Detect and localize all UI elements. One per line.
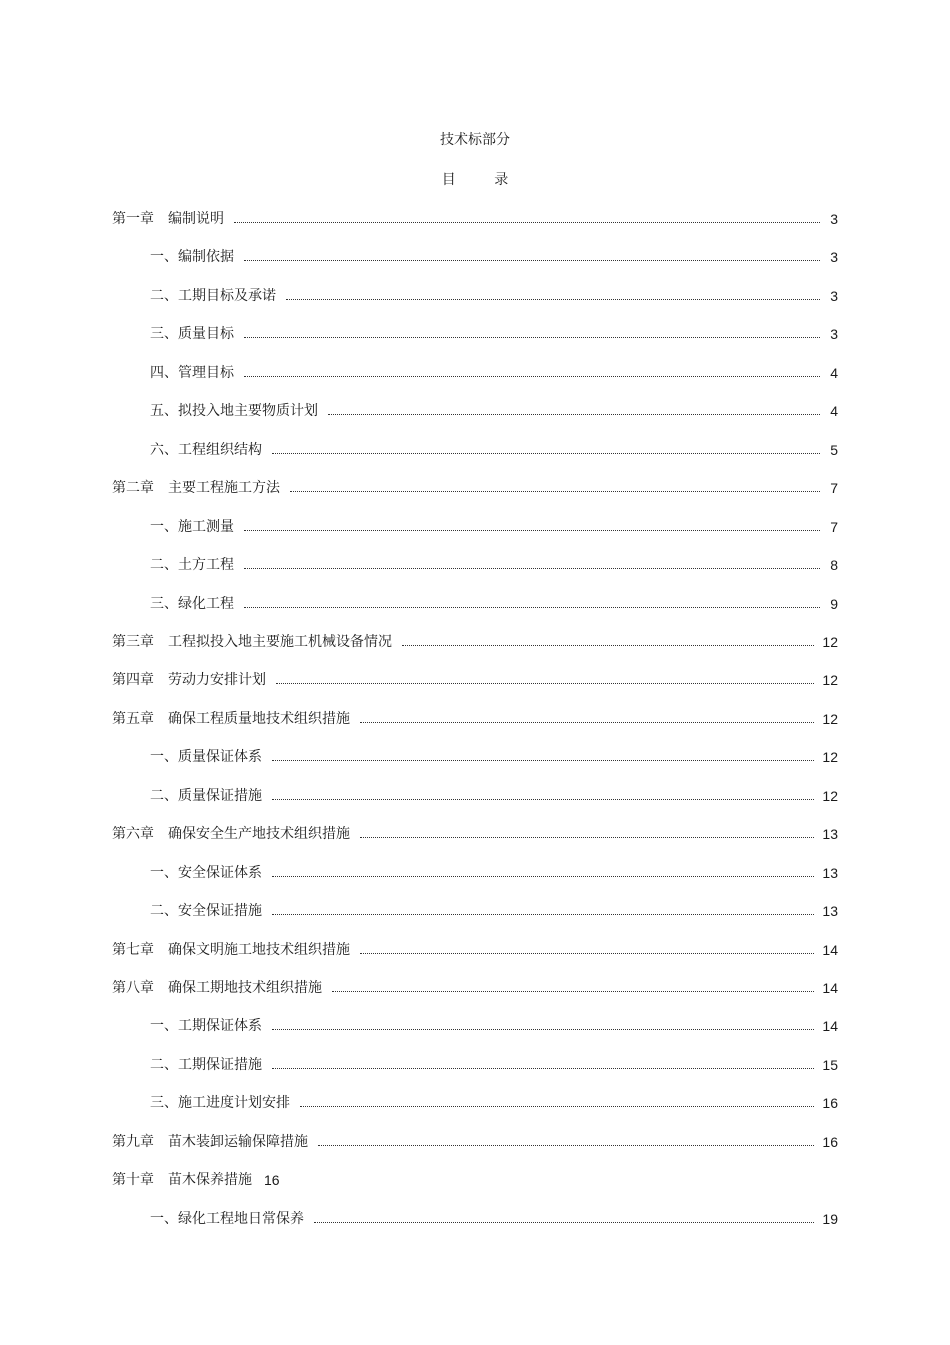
toc-page-number: 15 bbox=[822, 1057, 838, 1073]
toc-entry[interactable] bbox=[150, 439, 838, 459]
toc-page-number: 3 bbox=[830, 288, 838, 304]
toc-dot-leader bbox=[272, 876, 814, 877]
toc-entry-number: 二、 bbox=[150, 903, 178, 919]
toc-dot-leader bbox=[360, 722, 814, 723]
toc-entry-title: 编制依据 bbox=[178, 249, 234, 265]
toc-entry[interactable] bbox=[150, 554, 838, 574]
toc-entry-title: 质量目标 bbox=[178, 326, 234, 342]
toc-page-number: 4 bbox=[830, 403, 838, 419]
toc-page-number: 14 bbox=[822, 942, 838, 958]
toc-dot-leader bbox=[318, 1145, 814, 1146]
toc-entry[interactable] bbox=[150, 285, 838, 305]
toc-entry-label bbox=[112, 479, 280, 497]
toc-dot-leader bbox=[328, 414, 820, 415]
toc-entry-label bbox=[150, 864, 262, 882]
toc-entry-title: 施工测量 bbox=[178, 519, 234, 535]
toc-entry-title: 确保工程质量地技术组织措施 bbox=[168, 711, 350, 727]
toc-entry-label bbox=[112, 1133, 308, 1151]
toc-page-number: 16 bbox=[822, 1134, 838, 1150]
toc-dot-leader bbox=[314, 1222, 814, 1223]
toc-page-number: 19 bbox=[822, 1211, 838, 1227]
toc-entry-number: 一、 bbox=[150, 749, 178, 765]
toc-dot-leader bbox=[272, 1029, 814, 1030]
toc-entry-title: 绿化工程地日常保养 bbox=[178, 1211, 304, 1227]
toc-entry-number: 三、 bbox=[150, 326, 178, 342]
toc-entry-label bbox=[112, 633, 392, 651]
toc-entry-number: 二、 bbox=[150, 1057, 178, 1073]
toc-page-number: 12 bbox=[822, 634, 838, 650]
toc-page-number: 9 bbox=[830, 596, 838, 612]
toc-entry-label bbox=[150, 1056, 262, 1074]
toc-page-number: 3 bbox=[830, 211, 838, 227]
toc-entry-label bbox=[150, 402, 318, 420]
toc-entry[interactable] bbox=[150, 246, 838, 266]
toc-entry[interactable] bbox=[150, 400, 838, 420]
toc-entry[interactable] bbox=[150, 900, 838, 920]
toc-entry-label bbox=[150, 556, 234, 574]
toc-entry[interactable] bbox=[112, 477, 838, 497]
toc-dot-leader bbox=[244, 607, 820, 608]
toc-entry-number: 二、 bbox=[150, 288, 178, 304]
toc-entry-label bbox=[150, 787, 262, 805]
toc-entry-number: 第八章 bbox=[112, 980, 154, 996]
toc-page-number: 7 bbox=[830, 480, 838, 496]
toc-entry[interactable] bbox=[112, 208, 838, 228]
toc-entry[interactable] bbox=[112, 823, 838, 843]
toc-entry-number: 第三章 bbox=[112, 634, 154, 650]
toc-dot-leader bbox=[244, 568, 820, 569]
toc-entry-title: 安全保证体系 bbox=[178, 865, 262, 881]
toc-page-number: 12 bbox=[822, 711, 838, 727]
toc-entry-label bbox=[150, 1017, 262, 1035]
toc-entry-label bbox=[150, 1210, 304, 1228]
toc-entry[interactable] bbox=[150, 785, 838, 805]
toc-entry[interactable] bbox=[112, 708, 838, 728]
toc-entry[interactable] bbox=[112, 631, 838, 651]
toc-entry-title: 管理目标 bbox=[178, 365, 234, 381]
toc-entry-label bbox=[112, 1171, 252, 1189]
toc-entry-number: 二、 bbox=[150, 788, 178, 804]
toc-entry-number: 一、 bbox=[150, 249, 178, 265]
toc-page-number: 12 bbox=[822, 749, 838, 765]
toc-entry-label bbox=[150, 902, 262, 920]
toc-entry-label bbox=[150, 1094, 290, 1112]
toc-entry[interactable] bbox=[112, 669, 838, 689]
toc-entry-number: 第二章 bbox=[112, 480, 154, 496]
document-title: 技术标部分 bbox=[440, 132, 510, 148]
toc-page-number: 13 bbox=[822, 826, 838, 842]
toc-entry-title: 确保安全生产地技术组织措施 bbox=[168, 826, 350, 842]
toc-entry-label bbox=[112, 979, 322, 997]
toc-page-number: 13 bbox=[822, 903, 838, 919]
toc-entry-title: 工期保证措施 bbox=[178, 1057, 262, 1073]
toc-entry-title: 工程拟投入地主要施工机械设备情况 bbox=[168, 634, 392, 650]
toc-page-number: 16 bbox=[822, 1095, 838, 1111]
toc-entry-title: 拟投入地主要物质计划 bbox=[178, 403, 318, 419]
toc-entry-label bbox=[112, 210, 224, 228]
toc-entry-label bbox=[150, 748, 262, 766]
toc-entry[interactable] bbox=[112, 939, 838, 959]
toc-page-number: 14 bbox=[822, 980, 838, 996]
toc-entry-title: 主要工程施工方法 bbox=[168, 480, 280, 496]
toc-dot-leader bbox=[272, 760, 814, 761]
toc-entry-number: 五、 bbox=[150, 403, 178, 419]
toc-entry-title: 绿化工程 bbox=[178, 596, 234, 612]
toc-entry-title: 安全保证措施 bbox=[178, 903, 262, 919]
toc-entry-title: 工期保证体系 bbox=[178, 1018, 262, 1034]
toc-dot-leader bbox=[276, 683, 814, 684]
toc-entry-label bbox=[112, 825, 350, 843]
toc-entry-title: 确保文明施工地技术组织措施 bbox=[168, 942, 350, 958]
toc-entry-title: 土方工程 bbox=[178, 557, 234, 573]
toc-entry[interactable] bbox=[150, 1208, 838, 1228]
toc-page-number: 13 bbox=[822, 865, 838, 881]
toc-entry-number: 一、 bbox=[150, 1211, 178, 1227]
toc-dot-leader bbox=[360, 837, 814, 838]
toc-page-number: 3 bbox=[830, 249, 838, 265]
toc-entry-number: 一、 bbox=[150, 865, 178, 881]
toc-entry-label bbox=[150, 595, 234, 613]
toc-page-number: 14 bbox=[822, 1018, 838, 1034]
toc-dot-leader bbox=[286, 299, 820, 300]
toc-dot-leader bbox=[332, 991, 814, 992]
toc-entry-label bbox=[150, 518, 234, 536]
toc-entry-number: 一、 bbox=[150, 519, 178, 535]
toc-entry-number: 三、 bbox=[150, 596, 178, 612]
toc-page-number: 12 bbox=[822, 788, 838, 804]
toc-entry[interactable] bbox=[150, 1054, 838, 1074]
toc-entry-title: 编制说明 bbox=[168, 211, 224, 227]
toc-entry-number: 第一章 bbox=[112, 211, 154, 227]
toc-dot-leader bbox=[234, 222, 820, 223]
toc-entry-number: 六、 bbox=[150, 442, 178, 458]
toc-entry-number: 二、 bbox=[150, 557, 178, 573]
toc-entry-number: 三、 bbox=[150, 1095, 178, 1111]
toc-dot-leader bbox=[272, 1068, 814, 1069]
toc-entry-number: 第六章 bbox=[112, 826, 154, 842]
toc-entry-number: 第四章 bbox=[112, 672, 154, 688]
toc-dot-leader bbox=[360, 953, 814, 954]
toc-entry[interactable] bbox=[112, 1169, 280, 1189]
toc-entry-number: 一、 bbox=[150, 1018, 178, 1034]
toc-entry-title: 工期目标及承诺 bbox=[178, 288, 276, 304]
toc-page-number: 16 bbox=[264, 1172, 280, 1188]
toc-entry[interactable] bbox=[150, 593, 838, 613]
toc-dot-leader bbox=[290, 491, 820, 492]
toc-entry-number: 第九章 bbox=[112, 1134, 154, 1150]
toc-entry-label bbox=[112, 671, 266, 689]
toc-entry-label bbox=[150, 287, 276, 305]
toc-entry-title: 质量保证措施 bbox=[178, 788, 262, 804]
toc-entry-title: 确保工期地技术组织措施 bbox=[168, 980, 322, 996]
toc-entry-number: 第七章 bbox=[112, 942, 154, 958]
toc-entry-label bbox=[112, 941, 350, 959]
toc-dot-leader bbox=[272, 914, 814, 915]
toc-entry-number: 四、 bbox=[150, 365, 178, 381]
toc-entry-title: 苗木装卸运输保障措施 bbox=[168, 1134, 308, 1150]
toc-entry-title: 苗木保养措施 bbox=[168, 1172, 252, 1188]
toc-dot-leader bbox=[244, 337, 820, 338]
toc-entry[interactable] bbox=[150, 1092, 838, 1112]
toc-entry-label bbox=[150, 441, 262, 459]
toc-dot-leader bbox=[272, 799, 814, 800]
toc-page-number: 5 bbox=[830, 442, 838, 458]
toc-entry-label bbox=[112, 710, 350, 728]
toc-page-number: 3 bbox=[830, 326, 838, 342]
toc-entry[interactable] bbox=[112, 977, 838, 997]
toc-entry-number: 第五章 bbox=[112, 711, 154, 727]
toc-entry-title: 工程组织结构 bbox=[178, 442, 262, 458]
toc-dot-leader bbox=[244, 260, 820, 261]
toc-page-number: 12 bbox=[822, 672, 838, 688]
toc-entry-label bbox=[150, 364, 234, 382]
toc-dot-leader bbox=[402, 645, 814, 646]
toc-dot-leader bbox=[244, 376, 820, 377]
toc-entry[interactable] bbox=[150, 323, 838, 343]
toc-entry[interactable] bbox=[150, 1015, 838, 1035]
toc-entry[interactable] bbox=[150, 862, 838, 882]
toc-heading: 目 录 bbox=[441, 172, 526, 188]
toc-entry-label bbox=[150, 325, 234, 343]
toc-entry-title: 施工进度计划安排 bbox=[178, 1095, 290, 1111]
toc-page-number: 8 bbox=[830, 557, 838, 573]
toc-page-number: 7 bbox=[830, 519, 838, 535]
toc-entry[interactable] bbox=[112, 1131, 838, 1151]
toc-page-number: 4 bbox=[830, 365, 838, 381]
toc-entry[interactable] bbox=[150, 362, 838, 382]
toc-entry[interactable] bbox=[150, 746, 838, 766]
toc-dot-leader bbox=[244, 530, 820, 531]
toc-entry-title: 质量保证体系 bbox=[178, 749, 262, 765]
toc-entry-number: 第十章 bbox=[112, 1172, 154, 1188]
toc-dot-leader bbox=[272, 453, 820, 454]
toc-entry-title: 劳动力安排计划 bbox=[168, 672, 266, 688]
toc-entry[interactable] bbox=[150, 516, 838, 536]
toc-entry-label bbox=[150, 248, 234, 266]
toc-dot-leader bbox=[300, 1106, 814, 1107]
